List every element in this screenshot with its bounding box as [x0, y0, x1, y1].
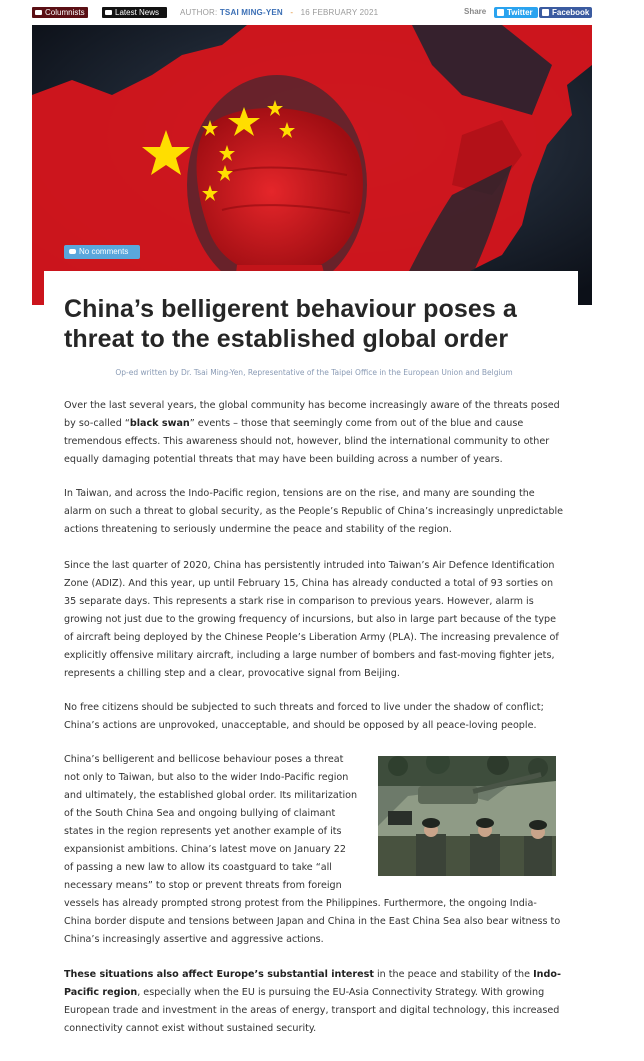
- article-paragraph: No free citizens should be subjected to such threats and forced to live under the shadow of conflict; China’s actions are unprovoked, unacceptable, and should be opposed by all peace-loving people.: [64, 702, 544, 731]
- article-title: China’s belligerent behaviour poses a threat to the established global order: [64, 295, 517, 353]
- comment-icon: [69, 249, 76, 254]
- article-paragraph: [64, 397, 564, 469]
- paragraph-text: , especially when the EU is pursuing the EU-Asia Connectivity Strategy. With growing European trade and investment in the areas of energy, transport and digital technology, this increased connectivity cannot exist without sustained security.: [64, 987, 560, 1034]
- category-tag-latest-news[interactable]: [102, 7, 167, 18]
- fist-shape: [197, 108, 363, 275]
- paragraph-text: Over the last several years, the global community has become increasingly aware of the threats posed by so-called “: [64, 400, 560, 429]
- paragraph-text: ” events – those that seemingly come from out of the blue and cause tremendous effects. This awareness should not, however, blind the international community to other equally damaging potential threats that may have been building across a number of years.: [64, 418, 550, 465]
- facebook-share-label: Facebook: [552, 8, 590, 17]
- bold-text: black swan: [129, 418, 190, 429]
- share-label: Share: [464, 7, 487, 16]
- facebook-icon: [542, 9, 549, 16]
- category-tag-label: Latest News: [115, 8, 160, 17]
- article-paragraph: In Taiwan, and across the Indo-Pacific region, tensions are on the rise, and many are sounding the alarm on such a threat to global security, as the People’s Republic of China’s increasingly unpredictable actions threatening to seriously undermine the peace and stability of the region.: [64, 488, 564, 535]
- author-name-link[interactable]: TSAI MING-YEN: [219, 8, 283, 17]
- twitter-share-button[interactable]: [494, 7, 538, 18]
- comments-label: No comments: [79, 247, 129, 256]
- paragraph-text: in the peace and stability of the: [373, 969, 534, 980]
- folder-icon: [105, 10, 112, 15]
- paragraph-text: China’s belligerent and bellicose behaviour poses a threat not only to Taiwan, but also to the wider Indo-Pacific region and ultimately, the established global order. Its militarization of the South China Sea and ongoing bullying of claimant states in the region represents yet another example of its expansionist ambitions. China’s latest move on January 22 of passing a new law to allow its coastguard to take “all necessary means” to stop or prevent threats from foreign vessels has already prompted strong protest from the Philippines. Furthermore, the ongoing India-China border dispute and tensions between Japan and China in the East China Sea also bear witness to China’s increasingly assertive and aggressive actions.: [64, 754, 561, 945]
- separator: -: [290, 8, 294, 17]
- bold-text: These situations also affect Europe’s substantial interest: [64, 969, 374, 980]
- author-label: AUTHOR:: [180, 8, 218, 17]
- soldiers-tank-photo: [378, 756, 556, 876]
- comments-count-badge[interactable]: [64, 245, 140, 259]
- category-tag-label: Columnists: [45, 8, 85, 17]
- publish-date: 16 FEBRUARY 2021: [300, 8, 379, 17]
- author-line: [180, 8, 378, 17]
- article-byline: Op-ed written by Dr. Tsai Ming-Yen, Representative of the Taipei Office in the European Union and Belgium: [115, 368, 513, 377]
- article-meta-bar: [32, 6, 592, 20]
- twitter-icon: [497, 9, 504, 16]
- article-paragraph: [64, 751, 564, 949]
- hero-image: [32, 25, 592, 305]
- twitter-share-label: Twitter: [507, 8, 533, 17]
- article-paragraph: Since the last quarter of 2020, China has persistently intruded into Taiwan’s Air Defence Identification Zone (ADIZ). And this year, up until February 15, China has already conducted a total of 93 sorties on 35 separate days. This represents a stark rise in comparison to previous years. However, alarm is growing not just due to the growing frequency of incursions, but also in large part because of the type of aircraft being deployed by the Chinese People’s Liberation Army (PLA). The increasing prevalence of explicitly offensive military aircraft, including a large number of bombers and fast-moving fighter jets, represents a chilling step and a clear, provocative signal from Beijing.: [64, 560, 559, 679]
- article-paragraph: [64, 966, 564, 1038]
- bold-text: Indo-Pacific region: [64, 969, 561, 998]
- hero-illustration: [32, 25, 592, 305]
- folder-icon: [35, 10, 42, 15]
- category-tag-columnists[interactable]: [32, 7, 88, 18]
- facebook-share-button[interactable]: [539, 7, 592, 18]
